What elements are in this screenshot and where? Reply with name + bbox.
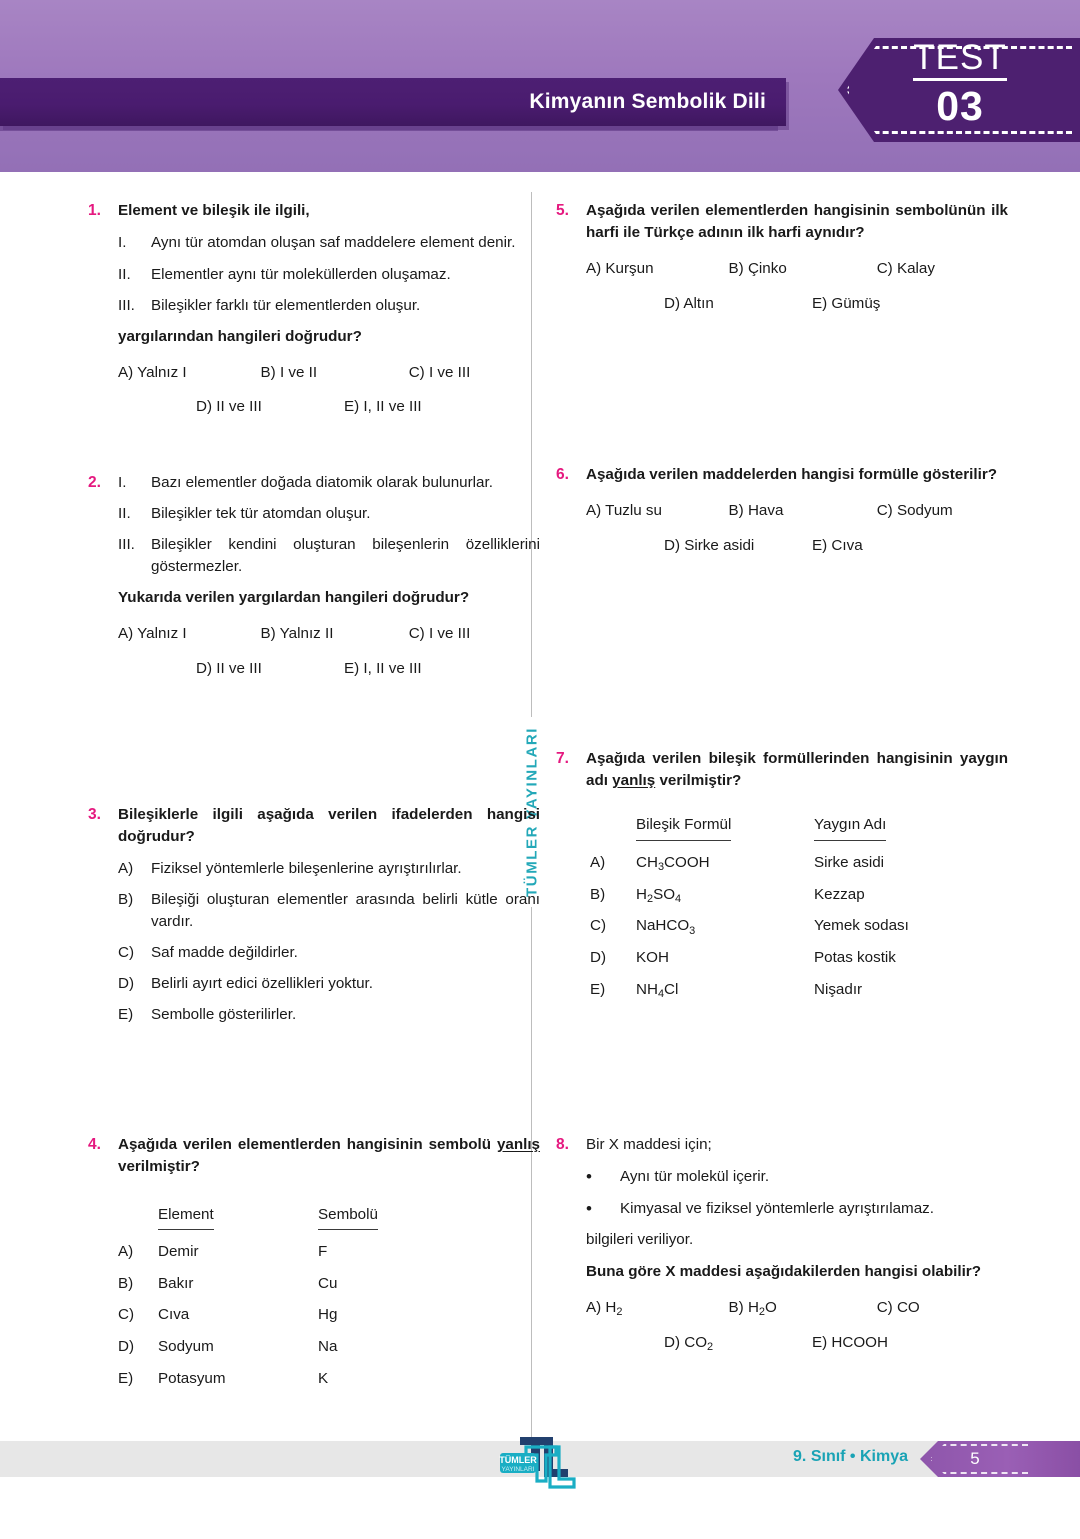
- bullet-dot-icon: •: [586, 1167, 592, 1187]
- option-label: A): [118, 860, 134, 878]
- question-2-header: [88, 472, 540, 609]
- choice-e[interactable]: E) Gümüş: [812, 294, 881, 312]
- row-label: C): [590, 917, 607, 935]
- row-commonname: Nişadır: [814, 981, 863, 999]
- question-8-ask: Buna göre X maddesi aşağıdakilerden hangisi olabilir?: [586, 1262, 981, 1280]
- question-8-header: [556, 1134, 1008, 1156]
- question-5-choices: [556, 258, 1008, 316]
- bullet-text: Aynı tür molekül içerir.: [620, 1168, 770, 1186]
- question-6-choices: [556, 500, 1008, 558]
- choice-e[interactable]: E) I, II ve III: [344, 398, 422, 416]
- roman-label: II.: [118, 265, 131, 283]
- question-3-header: [88, 804, 540, 848]
- choice-a[interactable]: A) Yalnız I: [118, 363, 187, 381]
- row-label: B): [590, 885, 606, 903]
- page-number: 5: [970, 1449, 980, 1468]
- bullet-item: [586, 1198, 1008, 1220]
- question-7-header: [556, 748, 1008, 792]
- row-label: E): [118, 1370, 134, 1388]
- choice-d[interactable]: D) II ve III: [196, 398, 262, 416]
- question-7-stem: [586, 748, 1008, 792]
- option-item[interactable]: [118, 973, 540, 995]
- choice-b[interactable]: B) Çinko: [728, 260, 787, 278]
- table-header-row: [118, 1204, 540, 1230]
- table-header-formula: Bileşik Formül: [636, 814, 814, 841]
- row-label: D): [590, 949, 607, 967]
- question-7-stem-emphasis: yanlış: [612, 772, 656, 790]
- choice-row: [586, 1332, 1008, 1355]
- table-row[interactable]: [118, 1273, 540, 1296]
- row-element: Demir: [158, 1242, 199, 1260]
- question-4-stem: [118, 1134, 540, 1178]
- row-symbol: Cu: [318, 1274, 338, 1292]
- choice-e[interactable]: E) Cıva: [812, 537, 863, 555]
- roman-label: III.: [118, 536, 135, 554]
- question-8-number: 8.: [556, 1136, 569, 1153]
- choice-a[interactable]: A) Kurşun: [586, 260, 654, 278]
- choice-c[interactable]: C) Kalay: [876, 260, 935, 278]
- row-label: A): [118, 1242, 134, 1260]
- roman-text: Elementler aynı tür moleküllerden oluşamaz.: [151, 265, 451, 283]
- choice-row: [118, 362, 540, 385]
- question-3-number: 3.: [88, 806, 101, 823]
- question-5-number: 5.: [556, 202, 569, 219]
- question-6-number: 6.: [556, 466, 569, 483]
- question-7: [556, 748, 1008, 1011]
- question-6: [556, 464, 1008, 558]
- question-6-stem: Aşağıda verilen maddelerden hangisi formülle gösterilir?: [586, 466, 998, 483]
- option-label: C): [118, 944, 135, 962]
- question-2-ask: Yukarıda verilen yargılardan hangileri doğrudur?: [118, 589, 470, 607]
- question-2-number: 2.: [88, 474, 101, 491]
- option-text: Sembolle gösterilirler.: [151, 1006, 297, 1024]
- table-header-commonname: Yaygın Adı: [814, 814, 1008, 841]
- row-formula: NaHCO$_3$: [636, 917, 696, 937]
- option-item[interactable]: [118, 942, 540, 964]
- choice-d[interactable]: D) $CO_2$: [664, 1333, 714, 1353]
- roman-item: [118, 295, 540, 317]
- question-1: [88, 200, 540, 419]
- publisher-logo: [498, 1429, 582, 1491]
- test-label: TEST: [913, 40, 1006, 81]
- question-1-header: [88, 200, 540, 222]
- question-4-stem-part2: verilmiştir?: [118, 1158, 200, 1176]
- choice-row: [118, 658, 540, 681]
- question-8-stem: Bir X maddesi için;: [586, 1136, 712, 1153]
- question-3: [88, 804, 540, 1035]
- worksheet-body: [0, 172, 1080, 1539]
- logo-brand-subtext: YAYINLARI: [501, 1466, 535, 1473]
- choice-d[interactable]: D) Altın: [664, 294, 714, 312]
- question-4-stem-part1: Aşağıda verilen elementlerden hangisinin sembolü: [118, 1136, 497, 1153]
- choice-row: [118, 623, 540, 646]
- roman-item: [118, 503, 540, 525]
- table-row[interactable]: [590, 979, 1008, 1002]
- choice-row: [586, 293, 1008, 316]
- row-symbol: F: [318, 1242, 328, 1260]
- roman-item: [118, 232, 540, 254]
- table-row[interactable]: [118, 1304, 540, 1327]
- option-text: Bileşiği oluşturan elementler arasında belirli kütle oranı vardır.: [151, 891, 540, 931]
- choice-row: [586, 500, 1008, 523]
- choice-b[interactable]: B) $H_2O$: [728, 1298, 777, 1318]
- question-5-stem: Aşağıda verilen elementlerden hangisinin sembolünün ilk harfi ile Türkçe adının ilk harfi aynıdır?: [586, 202, 1008, 242]
- row-formula: $H_2SO_4$: [636, 885, 682, 905]
- option-text: Belirli ayırt edici özellikleri yoktur.: [151, 975, 373, 993]
- question-2: [88, 472, 540, 681]
- question-3-options: [88, 858, 540, 1026]
- table-row[interactable]: [118, 1368, 540, 1391]
- row-element: Sodyum: [158, 1338, 214, 1356]
- row-label: E): [590, 981, 606, 999]
- bullet-item: [586, 1166, 1008, 1188]
- question-4-header: [88, 1134, 540, 1178]
- table-row[interactable]: [590, 852, 1008, 875]
- question-8: [556, 1134, 1008, 1354]
- tumler-tl-monogram-icon: [498, 1429, 582, 1491]
- logo-brand-text: TÜMLER: [499, 1455, 537, 1465]
- choice-c[interactable]: C) I ve III: [408, 625, 471, 643]
- row-symbol: K: [318, 1370, 329, 1388]
- row-symbol: Na: [318, 1338, 338, 1356]
- row-formula: $NH_4Cl$: [636, 981, 679, 1001]
- choice-e[interactable]: E) I, II ve III: [344, 659, 422, 677]
- row-commonname: Potas kostik: [814, 949, 896, 967]
- question-4: [88, 1134, 540, 1400]
- roman-label: II.: [118, 505, 131, 523]
- roman-text: Bileşikler tek tür atomdan oluşur.: [151, 505, 371, 523]
- option-text: Saf madde değildirler.: [151, 944, 298, 962]
- choice-b[interactable]: B) Yalnız II: [260, 625, 334, 643]
- table-row[interactable]: [118, 1241, 540, 1264]
- row-element: Bakır: [158, 1274, 194, 1292]
- roman-label: I.: [118, 234, 127, 252]
- choice-c[interactable]: C) I ve III: [408, 363, 471, 381]
- row-symbol: Hg: [318, 1306, 338, 1324]
- option-label: E): [118, 1006, 134, 1024]
- option-item[interactable]: [118, 889, 540, 933]
- choice-c[interactable]: C) CO: [876, 1298, 920, 1316]
- roman-text: Bazı elementler doğada diatomik olarak bulunurlar.: [151, 474, 493, 491]
- question-1-ask: yargılarından hangileri doğrudur?: [118, 327, 362, 345]
- choice-d[interactable]: D) II ve III: [196, 659, 262, 677]
- question-1-choices: [88, 362, 540, 420]
- test-number: 03: [936, 83, 984, 129]
- choice-a[interactable]: A) Yalnız I: [118, 625, 187, 643]
- test-badge-content: [880, 40, 1040, 127]
- question-4-number: 4.: [88, 1136, 101, 1153]
- question-4-stem-emphasis: yanlış: [496, 1136, 540, 1153]
- table-row[interactable]: [590, 915, 1008, 938]
- roman-label: I.: [118, 474, 127, 491]
- table-header-symbol: Sembolü: [318, 1204, 540, 1230]
- roman-item: [118, 264, 540, 286]
- row-commonname: Sirke asidi: [814, 853, 885, 871]
- question-5: [556, 200, 1008, 316]
- question-8-bullets: [556, 1166, 1008, 1219]
- table-row[interactable]: [118, 1336, 540, 1359]
- row-label: D): [118, 1338, 135, 1356]
- option-label: B): [118, 891, 134, 909]
- row-commonname: Yemek sodası: [814, 917, 909, 935]
- question-6-header: [556, 464, 1008, 486]
- table-header-element: Element: [158, 1204, 318, 1230]
- table-row[interactable]: [590, 884, 1008, 907]
- choice-a[interactable]: A) $H_2$: [586, 1298, 623, 1318]
- table-row[interactable]: [590, 947, 1008, 970]
- question-7-table: [556, 814, 1008, 1002]
- question-1-roman-list: [88, 232, 540, 316]
- question-1-stem: Element ve bileşik ile ilgili,: [118, 202, 310, 219]
- question-4-table: [88, 1204, 540, 1391]
- row-commonname: Kezzap: [814, 885, 865, 903]
- question-1-number: 1.: [88, 202, 101, 219]
- question-7-stem-part2: verilmiştir?: [655, 772, 742, 790]
- question-8-note: bilgileri veriliyor.: [586, 1230, 694, 1248]
- question-5-header: [556, 200, 1008, 244]
- choice-e[interactable]: E) HCOOH: [812, 1333, 888, 1351]
- bullet-dot-icon: •: [586, 1198, 592, 1218]
- question-8-choices: [556, 1297, 1008, 1355]
- choice-c[interactable]: C) Sodyum: [876, 502, 953, 520]
- question-3-stem: Bileşiklerle ilgili aşağıda verilen ifadelerden hangisi doğrudur?: [118, 806, 540, 846]
- vertical-brand-text: TÜMLER YAYINLARI: [521, 717, 543, 907]
- option-text: Fiziksel yöntemlerle bileşenlerine ayrıştırılırlar.: [151, 860, 462, 878]
- page-header: [0, 0, 1080, 172]
- choice-b[interactable]: B) I ve II: [260, 363, 318, 381]
- choice-row: [586, 1297, 1008, 1320]
- roman-item: [118, 472, 540, 494]
- header-title-band: [0, 78, 786, 126]
- option-item[interactable]: [118, 858, 540, 880]
- row-label: B): [118, 1274, 134, 1292]
- roman-label: III.: [118, 296, 135, 314]
- roman-text: Bileşikler kendini oluşturan bileşenlerin özelliklerini göstermezler.: [151, 536, 540, 576]
- row-label: A): [590, 853, 606, 871]
- footer-course-label: 9. Sınıf • Kimya: [793, 1448, 908, 1465]
- table-header-row: [590, 814, 1008, 841]
- question-7-number: 7.: [556, 750, 569, 767]
- roman-text: Aynı tür atomdan oluşan saf maddelere element denir.: [151, 234, 516, 252]
- bullet-text: Kimyasal ve fiziksel yöntemlerle ayrıştırılamaz.: [620, 1199, 934, 1217]
- option-label: D): [118, 975, 135, 993]
- option-item[interactable]: [118, 1004, 540, 1026]
- row-formula: $CH_3COOH$: [636, 853, 710, 873]
- page-title: Kimyanın Sembolik Dili: [529, 90, 766, 113]
- question-7-stem-part1: Aşağıda verilen bileşik formüllerinden hangisinin yaygın adı: [586, 750, 1008, 790]
- question-2-choices: [88, 623, 540, 681]
- choice-row: [118, 396, 540, 419]
- choice-row: [586, 535, 1008, 558]
- roman-text: Bileşikler farklı tür elementlerden oluşur.: [151, 296, 421, 314]
- choice-d[interactable]: D) Sirke asidi: [664, 537, 755, 555]
- choice-row: [586, 258, 1008, 281]
- choice-a[interactable]: A) Tuzlu su: [586, 502, 662, 520]
- row-label: C): [118, 1306, 135, 1324]
- choice-b[interactable]: B) Hava: [728, 502, 784, 520]
- row-element: Cıva: [158, 1306, 190, 1324]
- roman-item: [118, 534, 540, 578]
- row-element: Potasyum: [158, 1370, 226, 1388]
- row-formula: KOH: [636, 949, 669, 967]
